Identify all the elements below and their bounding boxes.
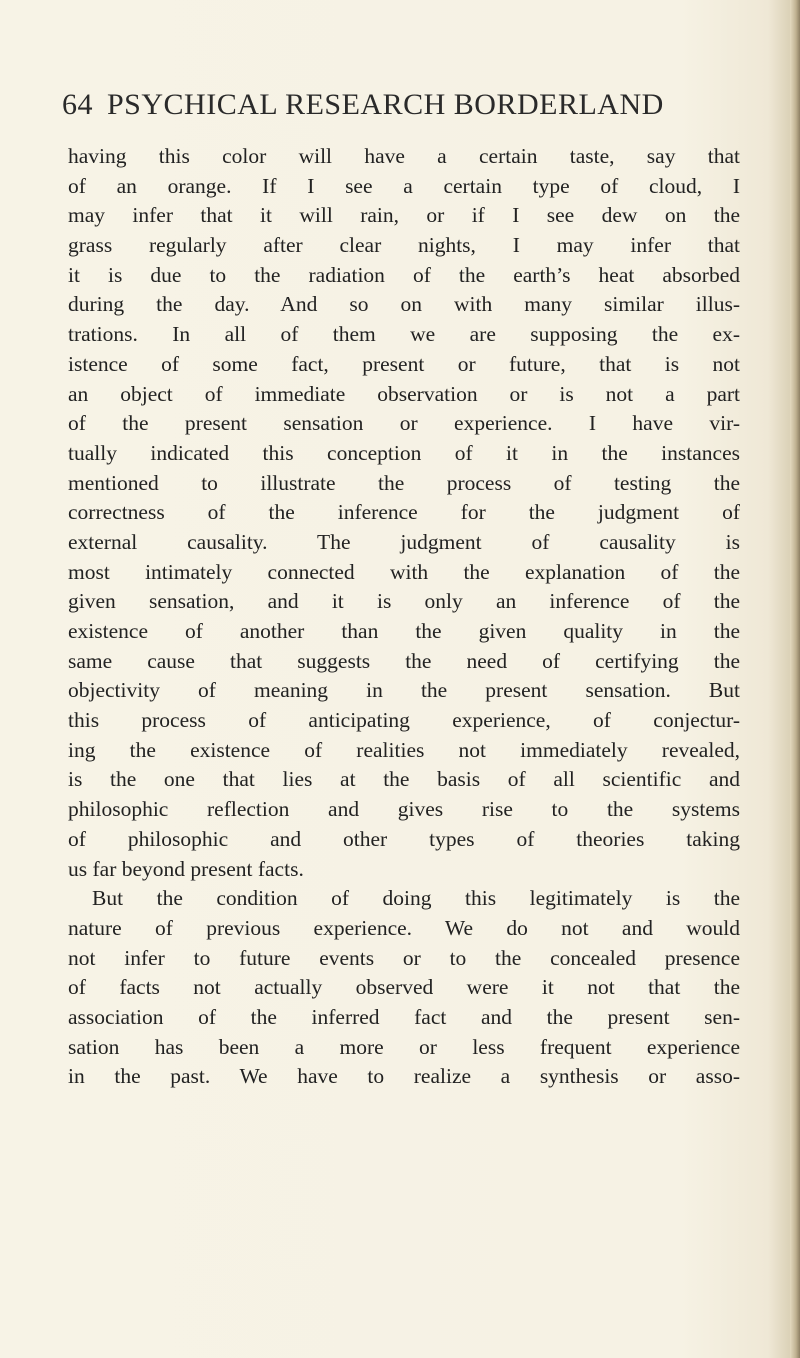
text-line: of philosophic and other types of theories taking: [68, 826, 740, 851]
text-line: association of the inferred fact and the present sen-: [68, 1004, 740, 1029]
page-number: 64: [62, 88, 93, 121]
paragraph-end-line: us far beyond present facts.: [68, 856, 304, 881]
text-line: philosophic reflection and gives rise to the systems: [68, 797, 740, 822]
text-line: correctness of the inference for the judgment of: [68, 500, 740, 525]
paragraph-start-line: But the condition of doing this legitimately is the: [92, 886, 740, 911]
text-line: most intimately connected with the explanation of the: [68, 559, 740, 584]
text-line: istence of some fact, present or future, that is not: [68, 351, 740, 376]
text-line: existence of another than the given quality in the: [68, 619, 740, 643]
text-line: trations. In all of them we are supposing the ex-: [68, 322, 740, 347]
text-line: of an orange. If I see a certain type of cloud, I: [68, 173, 740, 198]
text-line: having this color will have a certain taste, say that: [68, 144, 740, 168]
text-line: of facts not actually observed were it not that the: [68, 975, 740, 1000]
text-line: mentioned to illustrate the process of testing the: [68, 470, 740, 495]
text-line: an object of immediate observation or is not a part: [68, 381, 740, 406]
text-line: this process of anticipating experience, of conjectur-: [68, 708, 740, 733]
text-line: may infer that it will rain, or if I see dew on the: [68, 203, 740, 228]
running-head: [62, 88, 742, 128]
text-line: nature of previous experience. We do not and would: [68, 915, 740, 940]
text-line: is the one that lies at the basis of all scientific and: [68, 767, 740, 792]
text-line: not infer to future events or to the concealed presence: [68, 945, 740, 970]
text-line: of the present sensation or experience. I have vir-: [68, 411, 740, 436]
text-line: ing the existence of realities not immediately revealed,: [68, 737, 740, 762]
text-line: during the day. And so on with many similar illus-: [68, 292, 740, 317]
text-line: given sensation, and it is only an inference of the: [68, 589, 740, 614]
text-line: in the past. We have to realize a synthesis or asso-: [68, 1064, 740, 1089]
text-line: sation has been a more or less frequent experience: [68, 1034, 740, 1059]
text-line: tually indicated this conception of it in the instances: [68, 440, 740, 465]
text-line: same cause that suggests the need of certifying the: [68, 648, 740, 673]
text-line: objectivity of meaning in the present sensation. But: [68, 678, 740, 703]
body-text: [68, 142, 740, 1092]
running-title: PSYCHICAL RESEARCH BORDERLAND: [107, 88, 664, 121]
page-edge: [790, 0, 800, 1358]
text-line: external causality. The judgment of causality is: [68, 529, 740, 554]
text-line: grass regularly after clear nights, I may infer that: [68, 233, 740, 258]
text-line: it is due to the radiation of the earth’s heat absorbed: [68, 262, 740, 287]
